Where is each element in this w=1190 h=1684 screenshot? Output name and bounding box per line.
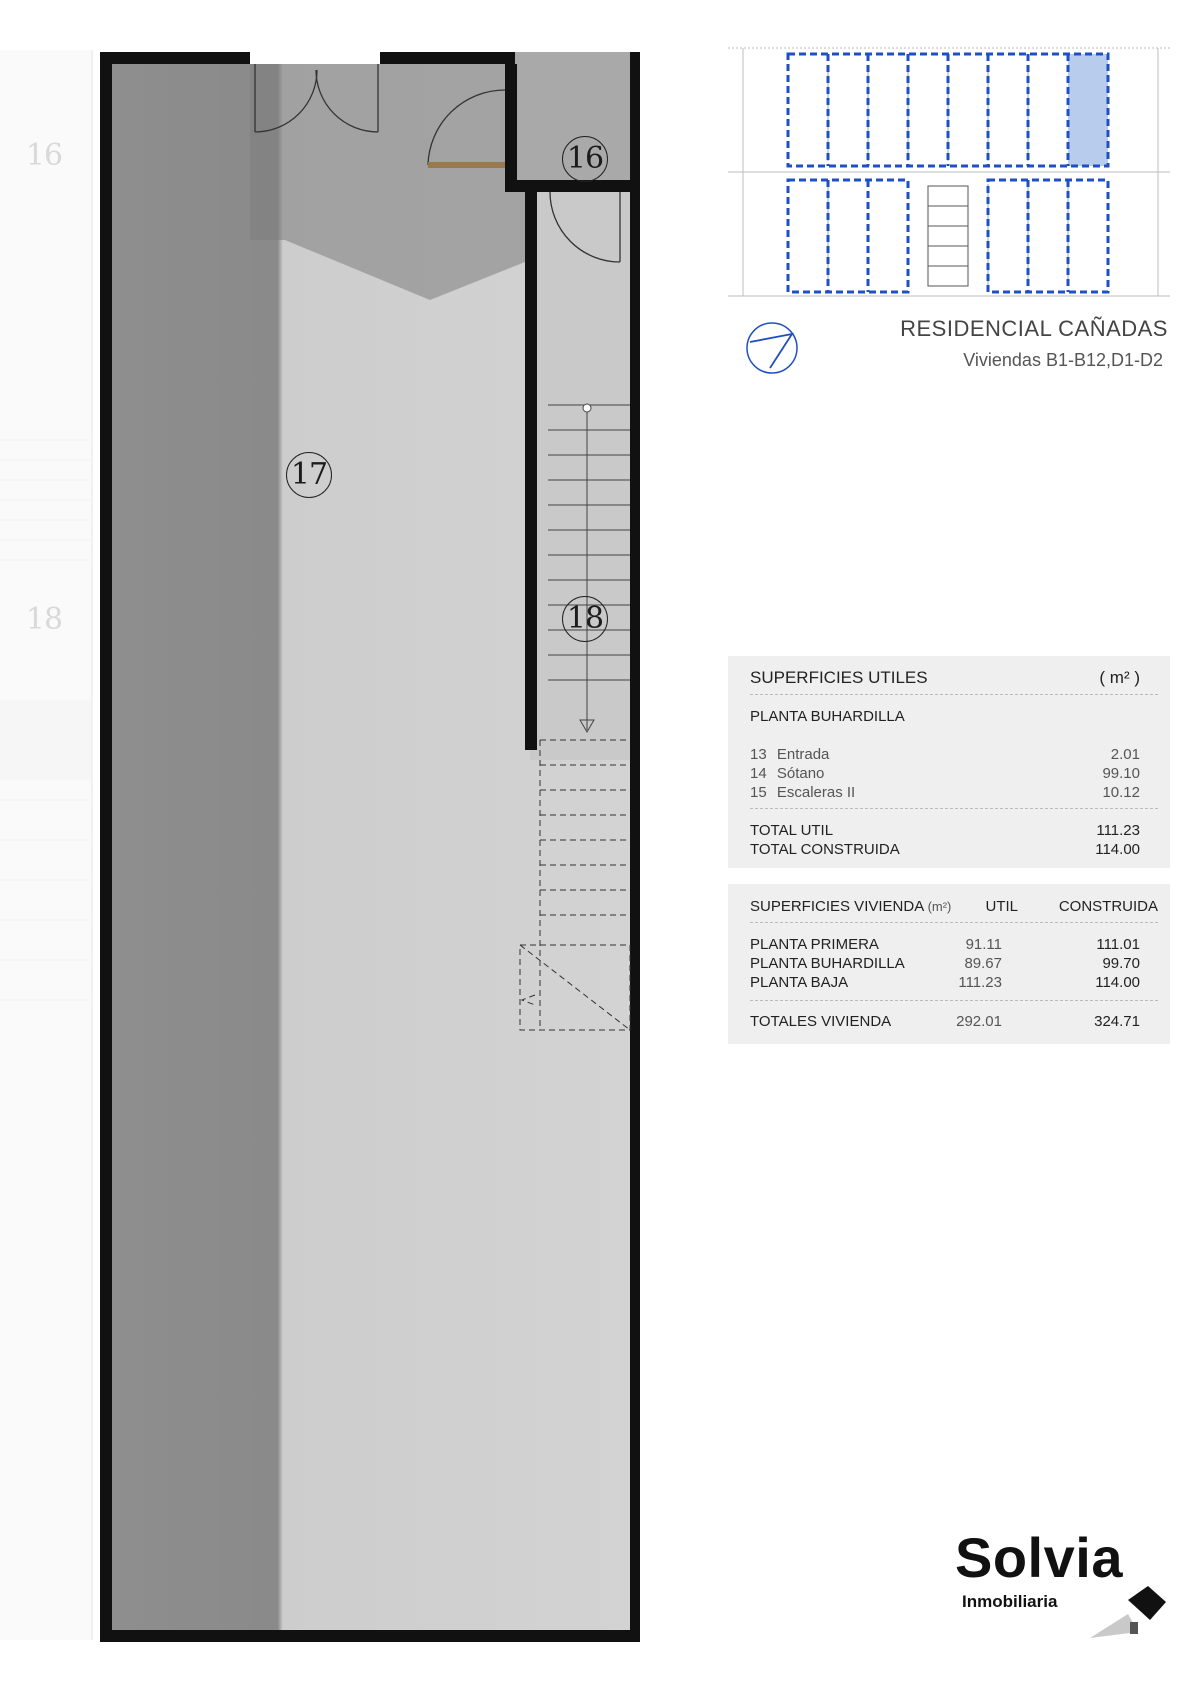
row-construida: 111.01 xyxy=(1096,936,1140,953)
superficies-utiles-table xyxy=(728,656,1170,868)
row-util: 89.67 xyxy=(964,955,1002,972)
table-row xyxy=(750,955,1140,973)
superficies-vivienda-table xyxy=(728,884,1170,1044)
row-value: 99.10 xyxy=(1102,765,1140,782)
row-number: 14 xyxy=(750,765,767,782)
table-row xyxy=(750,765,1140,783)
key-plan xyxy=(728,36,1170,304)
row-name: Escaleras II xyxy=(776,784,856,801)
total-value: 114.00 xyxy=(1095,841,1140,858)
project-subtitle: Viviendas B1-B12,D1-D2 xyxy=(963,350,1163,370)
column-header-construida: CONSTRUIDA xyxy=(1058,898,1158,915)
floor-plan xyxy=(0,40,660,1650)
logo-wordmark: Solvia xyxy=(955,1526,1123,1589)
total-row xyxy=(750,822,1140,840)
stair-wall xyxy=(525,180,537,750)
floor-label: PLANTA BUHARDILLA xyxy=(750,708,905,725)
ghost-room-number: 16 xyxy=(25,138,63,173)
table-title: SUPERFICIES VIVIENDA xyxy=(750,898,924,915)
entry-opening xyxy=(250,52,380,64)
total-row xyxy=(750,1013,1140,1031)
room-16-side-wall xyxy=(505,64,517,192)
row-value: 10.12 xyxy=(1102,784,1140,801)
total-util: 292.01 xyxy=(956,1013,1002,1030)
row-name: Entrada xyxy=(776,746,830,763)
neighbour-unit-ghost xyxy=(0,50,92,1640)
house-key-icon xyxy=(1090,1580,1190,1650)
table-heading xyxy=(750,898,1158,916)
room-number-17: 17 xyxy=(286,452,332,498)
ghost-room-number: 18 xyxy=(25,602,63,637)
north-arrow-icon xyxy=(744,320,800,376)
table-unit: ( m² ) xyxy=(1099,668,1140,687)
row-util: 111.23 xyxy=(958,974,1002,991)
divider xyxy=(750,922,1158,923)
total-row xyxy=(750,841,1140,859)
total-construida: 324.71 xyxy=(1094,1013,1140,1030)
total-value: 111.23 xyxy=(1096,822,1140,839)
row-label: PLANTA BUHARDILLA xyxy=(750,955,905,972)
table-row xyxy=(750,974,1140,992)
row-construida: 114.00 xyxy=(1095,974,1140,991)
row-label: PLANTA PRIMERA xyxy=(750,936,879,953)
row-name: Sótano xyxy=(776,765,825,782)
project-title: RESIDENCIAL CAÑADAS xyxy=(900,316,1168,341)
room-number-16: 16 xyxy=(562,136,608,182)
row-util: 91.11 xyxy=(965,936,1002,953)
room-18-floor xyxy=(530,180,630,760)
divider xyxy=(750,1000,1158,1001)
floor-plan-drawing xyxy=(0,40,660,1650)
key-plan-highlight xyxy=(1068,54,1108,166)
row-label: PLANTA BAJA xyxy=(750,974,849,991)
row-value: 2.01 xyxy=(1110,746,1140,763)
logo-subtitle: Inmobiliaria xyxy=(962,1592,1058,1611)
table-unit: (m²) xyxy=(927,899,952,914)
table-row xyxy=(750,784,1140,802)
table-row xyxy=(750,936,1140,954)
divider xyxy=(750,808,1158,809)
row-construida: 99.70 xyxy=(1102,955,1140,972)
table-row xyxy=(750,746,1140,764)
divider xyxy=(750,694,1158,695)
room-number-18: 18 xyxy=(562,596,608,642)
key-plan-drawing xyxy=(728,36,1170,304)
table-heading xyxy=(750,669,1140,687)
total-label: TOTALES VIVIENDA xyxy=(750,1013,892,1030)
total-label: TOTAL UTIL xyxy=(750,822,834,839)
total-label: TOTAL CONSTRUIDA xyxy=(750,841,900,858)
column-header-util: UTIL xyxy=(985,898,1018,915)
table-title: SUPERFICIES UTILES xyxy=(750,668,928,687)
room-16-wall xyxy=(505,180,630,192)
row-number: 13 xyxy=(750,746,767,763)
row-number: 15 xyxy=(750,784,767,801)
